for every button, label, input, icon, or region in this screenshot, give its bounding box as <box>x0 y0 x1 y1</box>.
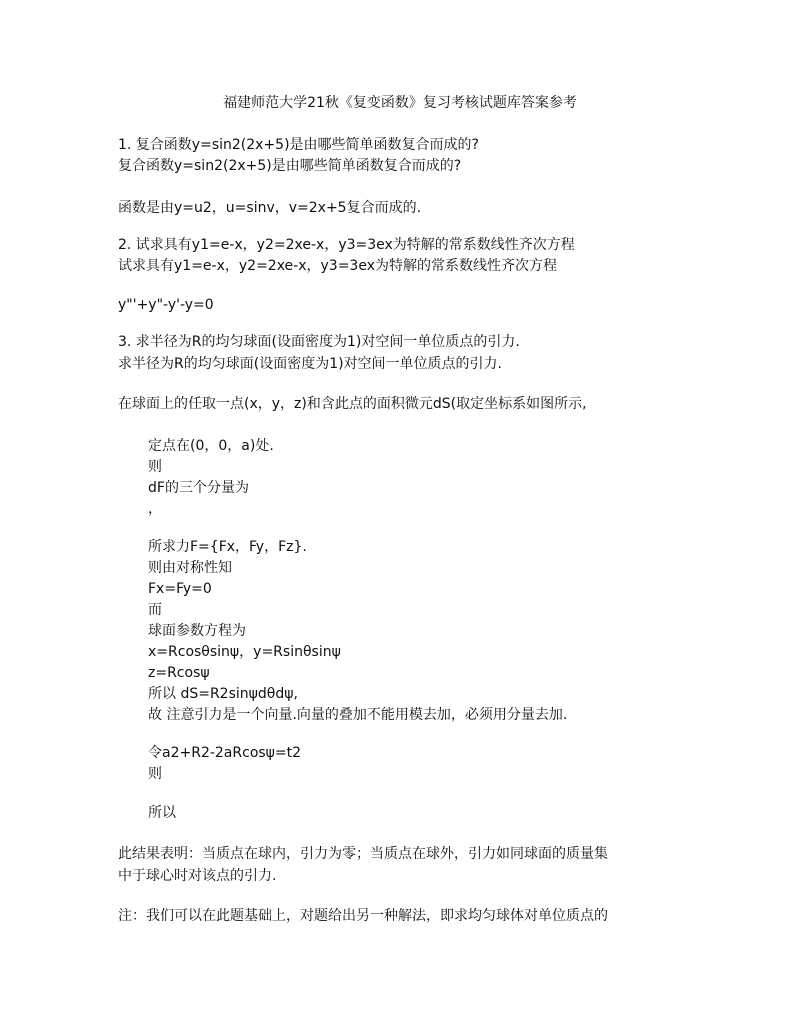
solution-step: 所以 <box>148 805 176 821</box>
conclusion-line-2: 中于球心时对该点的引力. <box>118 868 277 884</box>
question-1-text: 复合函数y=sin2(2x+5)是由哪些简单函数复合而成的? <box>118 158 462 174</box>
solution-step: z=Rcosψ <box>148 665 210 681</box>
solution-step: 所求力F={Fx，Fy，Fz}. <box>148 539 307 555</box>
solution-step: 所以 dS=R2sinψdθdψ, <box>148 686 298 702</box>
solution-step: 而 <box>148 602 162 618</box>
solution-step: 故 注意引力是一个向量.向量的叠加不能用模去加，必须用分量去加. <box>148 707 568 723</box>
solution-step: 球面参数方程为 <box>148 623 246 639</box>
question-3-intro: 在球面上的任取一点(x，y，z)和含此点的面积微元dS(取定坐标系如图所示, <box>118 396 587 412</box>
solution-step: Fx=Fy=0 <box>148 581 212 597</box>
solution-step: 定点在(0，0，a)处. <box>148 438 274 454</box>
question-2-text: 试求具有y1=e-x，y2=2xe-x，y3=3ex为特解的常系数线性齐次方程 <box>118 258 557 274</box>
solution-step: x=Rcosθsinψ，y=Rsinθsinψ <box>148 644 341 660</box>
question-1-heading: 1. 复合函数y=sin2(2x+5)是由哪些简单函数复合而成的? <box>118 137 479 153</box>
question-2-answer: y"'+y"-y'-y=0 <box>118 297 214 313</box>
question-2-heading: 2. 试求具有y1=e-x，y2=2xe-x，y3=3ex为特解的常系数线性齐次方程 <box>118 237 575 253</box>
solution-step: 则由对称性知 <box>148 560 232 576</box>
question-1-answer: 函数是由y=u2，u=sinv，v=2x+5复合而成的. <box>118 200 422 216</box>
question-3-heading: 3. 求半径为R的均匀球面(设面密度为1)对空间一单位质点的引力. <box>118 334 520 350</box>
solution-step: 则 <box>148 459 162 475</box>
solution-step: dF的三个分量为 <box>148 480 249 496</box>
document-title: 福建师范大学21秋《复变函数》复习考核试题库答案参考 <box>223 95 577 111</box>
solution-step: 令a2+R2-2aRcosψ=t2 <box>148 745 302 761</box>
note-line: 注：我们可以在此题基础上，对题给出另一种解法，即求均匀球体对单位质点的 <box>118 908 608 924</box>
question-3-text: 求半径为R的均匀球面(设面密度为1)对空间一单位质点的引力. <box>118 356 503 372</box>
conclusion-line-1: 此结果表明：当质点在球内，引力为零；当质点在球外，引力如同球面的质量集 <box>118 846 608 862</box>
solution-step: ， <box>148 501 162 517</box>
solution-step: 则 <box>148 766 162 782</box>
